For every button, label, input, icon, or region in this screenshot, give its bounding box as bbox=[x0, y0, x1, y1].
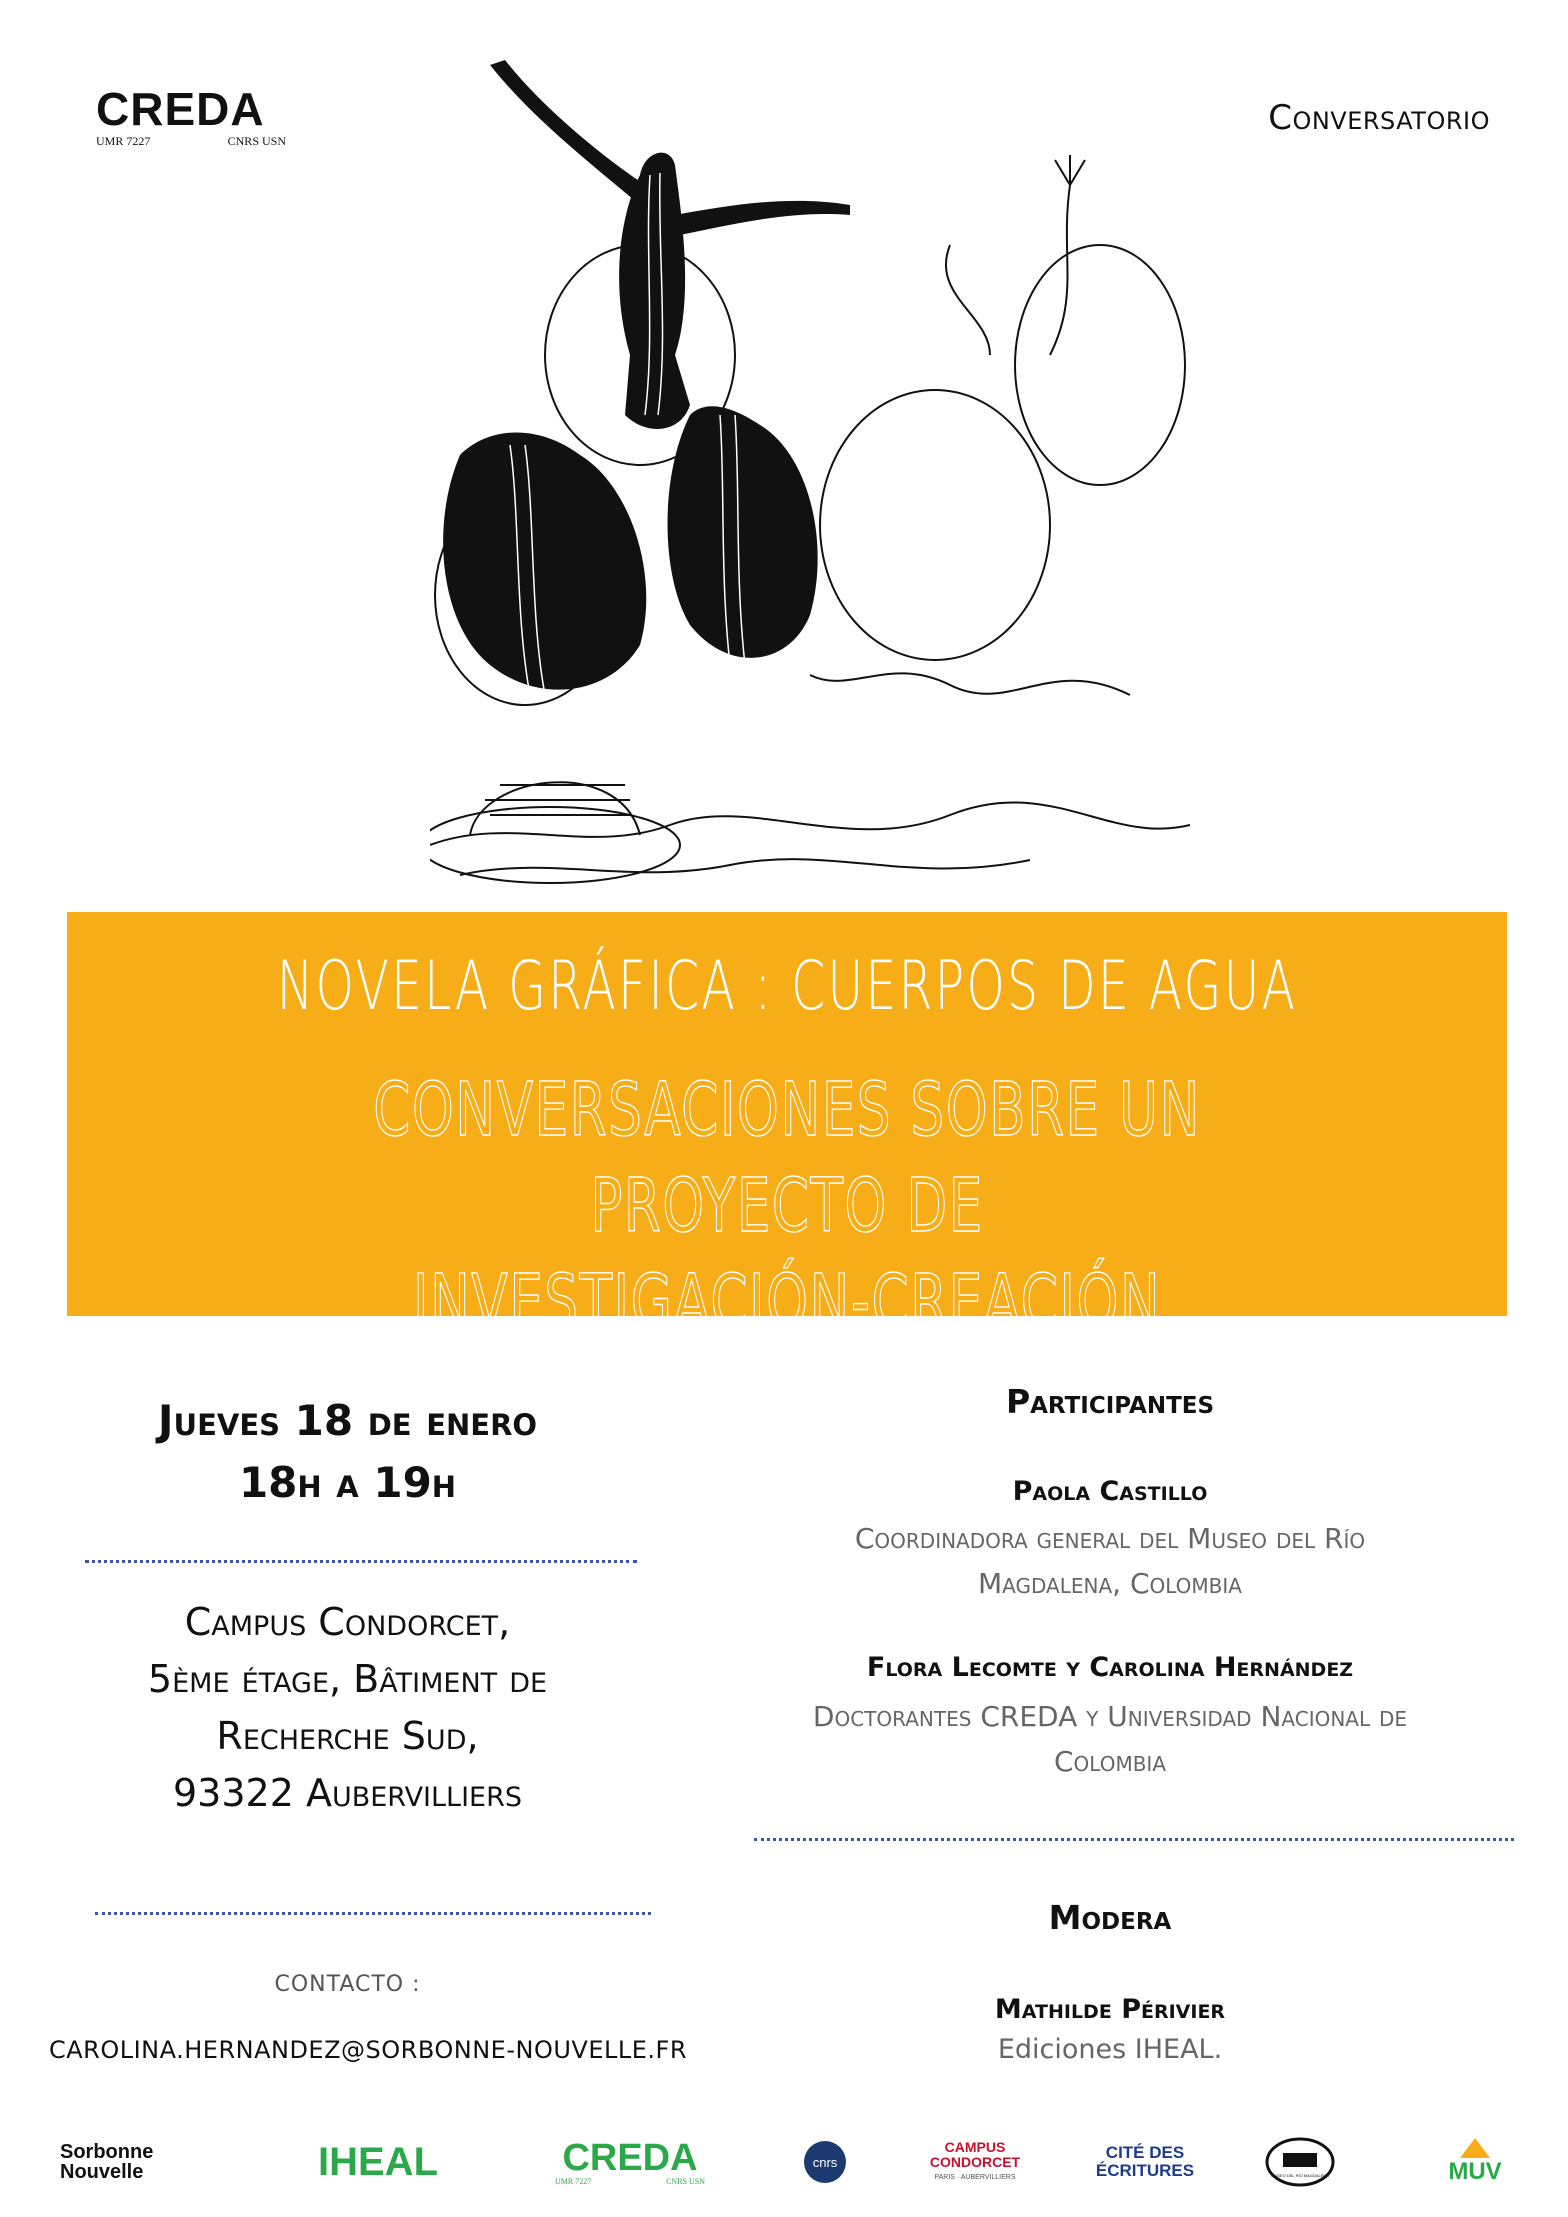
creda-footer-cnrs: CNRS USN bbox=[666, 2176, 705, 2186]
partner-logos bbox=[60, 2130, 1530, 2200]
water-line-2 bbox=[460, 859, 1030, 875]
water-line-3 bbox=[810, 673, 1130, 695]
campus-logo-line3: PARIS · AUBERVILLIERS bbox=[934, 2173, 1016, 2181]
moderator-name: Mathilde Périvier bbox=[994, 1994, 1226, 2025]
address-line: 93322 Aubervilliers bbox=[172, 1771, 523, 1815]
campus-logo-line2: CONDORCET bbox=[929, 2153, 1021, 2170]
event-time: 18h a 19h bbox=[238, 1458, 457, 1507]
creda-logo-cnrs: CNRS USN bbox=[227, 134, 286, 148]
figure-standing-arm-right bbox=[675, 201, 850, 235]
participant-role-line: Coordinadora general del Museo del Río bbox=[854, 1522, 1366, 1555]
event-title: NOVELA GRÁFICA : CUERPOS DE AGUA bbox=[276, 947, 1298, 1026]
eggshell-right-large bbox=[820, 390, 1050, 660]
creda-footer-word: CREDA bbox=[562, 2136, 698, 2179]
museo-logo-icon bbox=[1265, 2137, 1335, 2187]
plant-leaf bbox=[946, 245, 990, 355]
muv-logo bbox=[1420, 2130, 1530, 2194]
figure-middle-seated bbox=[668, 406, 818, 658]
cite-des-ecritures-logo bbox=[1090, 2130, 1200, 2194]
creda-footer-umr: UMR 7227 bbox=[555, 2176, 592, 2186]
contact-label: CONTACTO : bbox=[274, 1972, 421, 1997]
creda-logo-word: CREDA bbox=[96, 83, 265, 135]
sorbonne-logo-line1: Sorbonne bbox=[60, 2141, 154, 2163]
flower bbox=[1055, 155, 1085, 185]
cnrs-logo bbox=[800, 2130, 850, 2194]
event-subtitle-line2: INVESTIGACIÓN-CREACIÓN bbox=[412, 1259, 1162, 1345]
hat-crown bbox=[470, 782, 640, 835]
dotted-divider bbox=[754, 1838, 1514, 1841]
cite-logo-line2: ÉCRITURES bbox=[1095, 2161, 1195, 2180]
figure-standing-arm-left bbox=[490, 60, 645, 205]
cnrs-logo-text: cnrs bbox=[812, 2155, 838, 2170]
creda-logo-subtitle bbox=[96, 134, 286, 149]
participant-role-line: Magdalena, Colombia bbox=[978, 1567, 1242, 1600]
women-in-eggshells-illustration bbox=[430, 55, 1190, 915]
event-subtitle-line1: CONVERSACIONES SOBRE UN PROYECTO DE bbox=[373, 1067, 1201, 1249]
creda-footer-sub bbox=[555, 2177, 705, 2186]
address-line: Campus Condorcet, bbox=[184, 1600, 511, 1644]
creda-logo bbox=[96, 83, 286, 149]
participant-name: Paola Castillo bbox=[1012, 1476, 1208, 1507]
participant-role-line: Doctorantes CREDA y Universidad Nacional de bbox=[812, 1700, 1408, 1733]
dotted-divider bbox=[85, 1560, 637, 1563]
participants-heading: Participantes bbox=[1005, 1382, 1215, 1421]
participant-role-line: Colombia bbox=[1053, 1745, 1167, 1778]
water-line bbox=[430, 802, 1190, 845]
moderator-role: Ediciones IHEAL. bbox=[997, 2034, 1223, 2065]
address-line: 5ème étage, Bâtiment de bbox=[147, 1657, 548, 1701]
participant-name: Flora Lecomte y Carolina Hernández bbox=[866, 1652, 1354, 1683]
dotted-divider bbox=[95, 1912, 651, 1915]
pencil-icon bbox=[1460, 2138, 1490, 2158]
moderator-heading: Modera bbox=[1048, 1898, 1172, 1937]
museo-logo-text: MUSEO DEL RÍO MAGDALENA bbox=[1271, 2173, 1329, 2178]
event-subtitle bbox=[269, 1062, 1306, 1350]
sorbonne-logo-line2: Nouvelle bbox=[60, 2161, 144, 2183]
cite-logo-line1: CITÉ DES bbox=[1105, 2143, 1185, 2162]
muv-logo-text: MUV bbox=[1448, 2158, 1502, 2185]
participant-role bbox=[750, 1694, 1470, 1784]
title-banner bbox=[67, 912, 1507, 1345]
museo-rio-magdalena-logo bbox=[1260, 2130, 1340, 2194]
address-line: Recherche Sud, bbox=[216, 1714, 479, 1758]
contact-email-link[interactable]: CAROLINA.HERNANDEZ@SORBONNE-NOUVELLE.FR bbox=[48, 2036, 688, 2064]
participant-role bbox=[750, 1516, 1470, 1606]
campus-logo-line1: CAMPUS bbox=[944, 2138, 1006, 2155]
cnrs-logo-icon bbox=[803, 2140, 847, 2184]
event-date: Jueves 18 de enero bbox=[157, 1396, 538, 1445]
hat-brim bbox=[430, 807, 680, 883]
iheal-logo: IHEAL bbox=[318, 2139, 438, 2184]
event-address bbox=[60, 1594, 635, 1822]
campus-condorcet-logo bbox=[920, 2130, 1030, 2194]
figure-left-seated bbox=[443, 433, 646, 690]
plant-stem bbox=[1050, 185, 1070, 355]
creda-footer-logo bbox=[550, 2130, 710, 2194]
event-type: Conversatorio bbox=[1268, 98, 1490, 138]
sorbonne-nouvelle-logo bbox=[60, 2130, 210, 2194]
creda-logo-umr: UMR 7227 bbox=[96, 134, 151, 148]
eggshell-far-right bbox=[1015, 245, 1185, 485]
